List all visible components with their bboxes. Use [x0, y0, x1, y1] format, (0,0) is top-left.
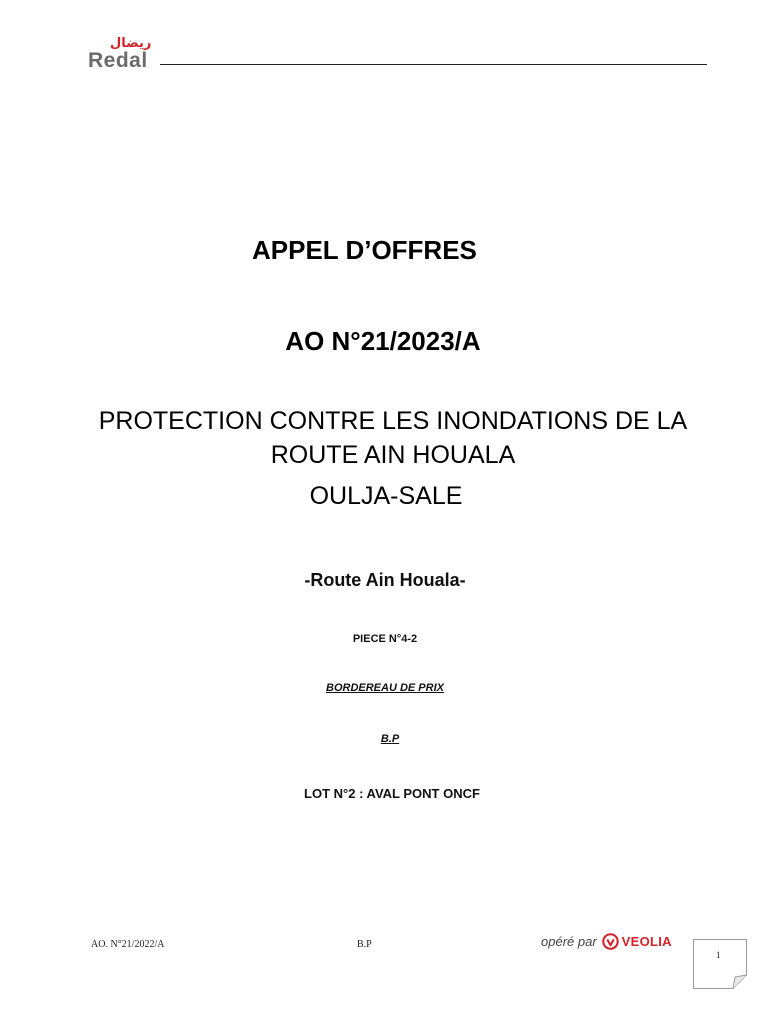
subject-line-2: ROUTE AIN HOUALA — [270, 441, 516, 469]
redal-logo — [88, 36, 168, 72]
page-number-box — [693, 939, 747, 989]
footer-abbreviation: B.P — [357, 939, 372, 950]
subject-line-1: PROTECTION CONTRE LES INONDATIONS DE LA — [98, 407, 688, 435]
route-name: -Route Ain Houala- — [304, 570, 466, 590]
veolia-logo-icon — [602, 933, 619, 950]
lot-heading: LOT N°2 : AVAL PONT ONCF — [304, 786, 480, 801]
operator-name: VEOLIA — [621, 933, 672, 949]
operated-by-label: opéré par — [541, 933, 597, 949]
logo-latin-text: Redal — [88, 49, 148, 72]
page-number: 1 — [716, 950, 721, 960]
logo-arabic-text: ريضال — [110, 36, 152, 51]
bp-abbreviation: B.P — [380, 733, 400, 745]
document-title: APPEL D’OFFRES — [252, 235, 477, 265]
header-divider — [160, 64, 707, 65]
operator-branding — [541, 930, 672, 952]
bordereau-heading: BORDEREAU DE PRIX — [326, 682, 444, 694]
tender-city: OULJA-SALE — [309, 482, 463, 510]
tender-subject — [9, 404, 768, 472]
tender-reference: AO N°21/2023/A — [285, 326, 481, 356]
piece-number: PIECE N°4-2 — [352, 633, 418, 645]
footer-reference: AO. N°21/2022/A — [91, 939, 165, 950]
